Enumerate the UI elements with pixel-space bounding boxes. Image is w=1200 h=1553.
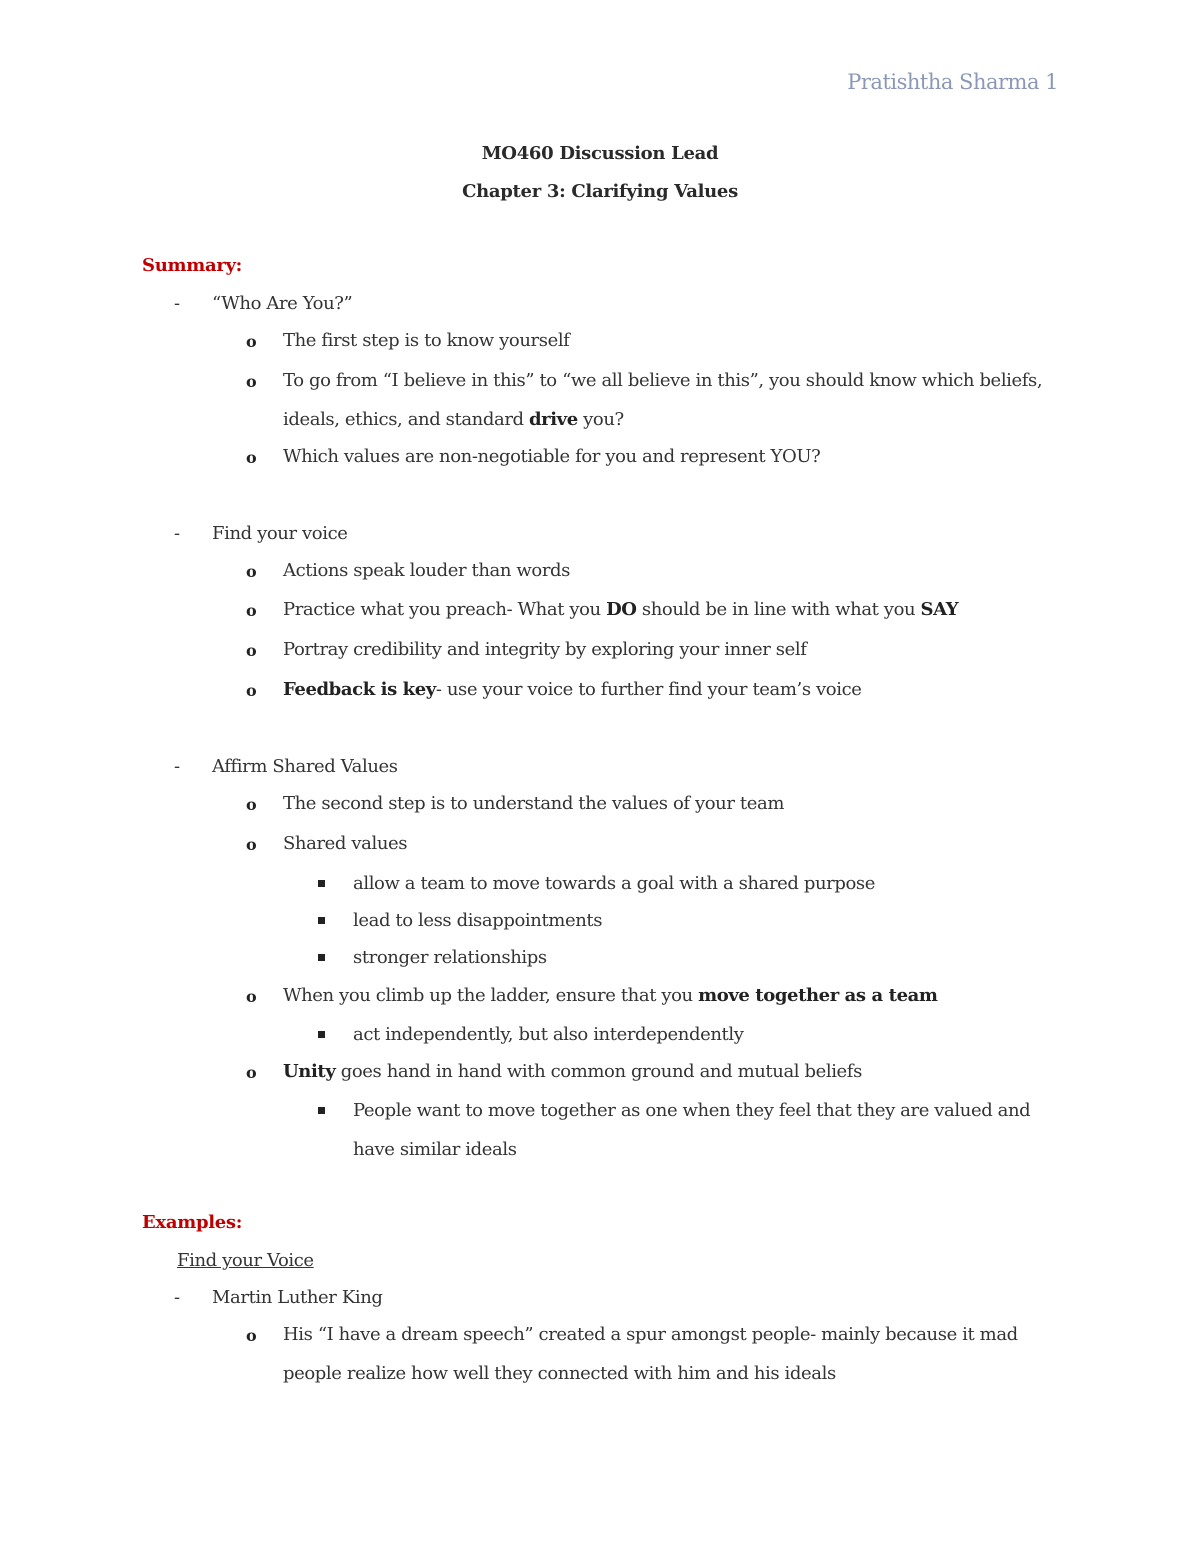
list-item: Portray credibility and integrity by exploring your inner self (283, 639, 807, 660)
circle-bullet: o (246, 795, 257, 814)
square-bullet (318, 1031, 325, 1038)
sub-list-item: lead to less disappointments (353, 910, 603, 931)
list-item: Feedback is key- use your voice to further find your team’s voice (283, 679, 862, 700)
dash-bullet: - (174, 293, 181, 314)
find-voice-label: Find your voice (212, 523, 348, 544)
square-bullet (318, 954, 325, 961)
square-bullet (318, 880, 325, 887)
list-item: Shared values (283, 833, 408, 854)
circle-bullet: o (246, 332, 257, 351)
examples-subheading: Find your Voice (177, 1250, 314, 1271)
affirm-values-label: Affirm Shared Values (212, 756, 398, 777)
circle-bullet: o (246, 1326, 257, 1345)
list-item: His “I have a dream speech” created a spur amongst people- mainly because it mad (283, 1324, 1018, 1345)
list-item: Practice what you preach- What you DO should be in line with what you SAY (283, 599, 959, 620)
list-item: The second step is to understand the values of your team (283, 793, 784, 814)
dash-bullet: - (174, 1287, 181, 1308)
list-item-continuation: people realize how well they connected with him and his ideals (283, 1363, 836, 1384)
square-bullet (318, 917, 325, 924)
mlk-label: Martin Luther King (212, 1287, 383, 1308)
page-header: Pratishtha Sharma 1 (847, 70, 1058, 94)
list-item: Which values are non-negotiable for you and represent YOU? (283, 446, 821, 467)
circle-bullet: o (246, 681, 257, 700)
circle-bullet: o (246, 987, 257, 1006)
document-title: MO460 Discussion Lead (481, 143, 719, 164)
circle-bullet: o (246, 372, 257, 391)
who-are-you-label: “Who Are You?” (212, 293, 353, 314)
sub-list-item: stronger relationships (353, 947, 547, 968)
sub-list-item: People want to move together as one when they feel that they are valued and (353, 1100, 1031, 1121)
dash-bullet: - (174, 756, 181, 777)
list-item: The first step is to know yourself (283, 330, 570, 351)
list-item: To go from “I believe in this” to “we all believe in this”, you should know which beliefs, (283, 370, 1043, 391)
sub-list-item: act independently, but also interdependently (353, 1024, 744, 1045)
dash-bullet: - (174, 523, 181, 544)
list-item: When you climb up the ladder, ensure that you move together as a team (283, 985, 938, 1006)
circle-bullet: o (246, 448, 257, 467)
chapter-title: Chapter 3: Clarifying Values (462, 181, 738, 202)
sub-list-item: allow a team to move towards a goal with a shared purpose (353, 873, 876, 894)
circle-bullet: o (246, 641, 257, 660)
circle-bullet: o (246, 562, 257, 581)
examples-heading: Examples: (142, 1212, 243, 1233)
sub-list-item-continuation: have similar ideals (353, 1139, 517, 1160)
circle-bullet: o (246, 601, 257, 620)
list-item: Unity goes hand in hand with common ground and mutual beliefs (283, 1061, 862, 1082)
square-bullet (318, 1107, 325, 1114)
summary-heading: Summary: (142, 255, 243, 276)
list-item-continuation: ideals, ethics, and standard drive you? (283, 409, 624, 430)
circle-bullet: o (246, 1063, 257, 1082)
list-item: Actions speak louder than words (283, 560, 570, 581)
circle-bullet: o (246, 835, 257, 854)
